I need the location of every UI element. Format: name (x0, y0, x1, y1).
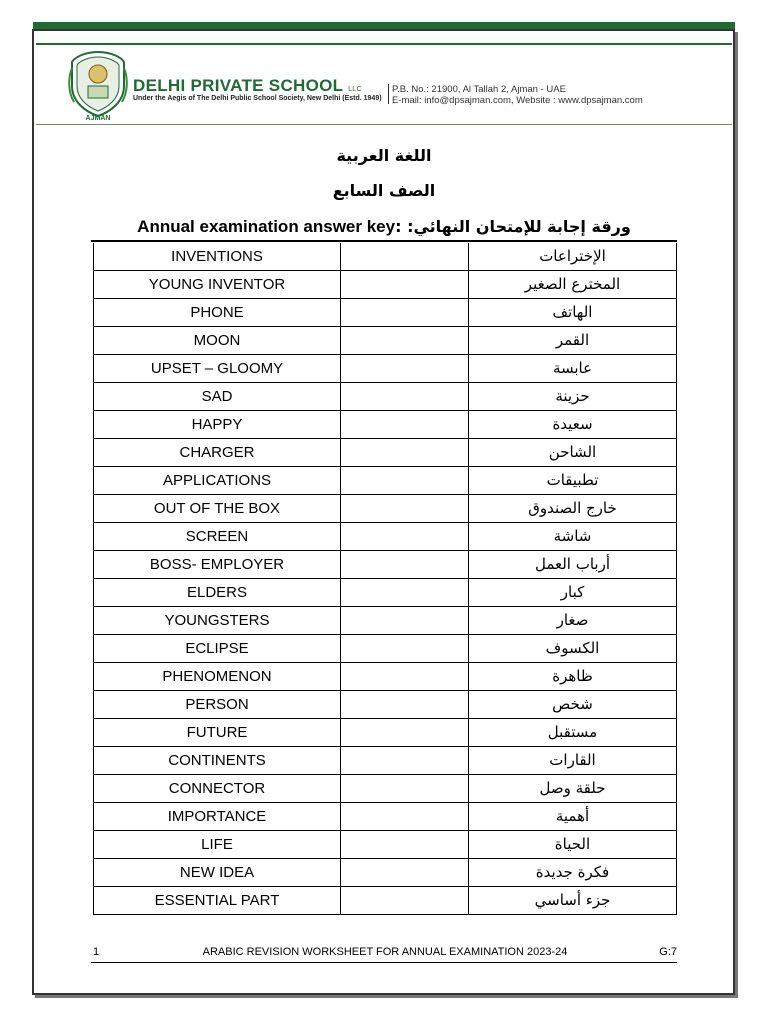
logo-caption: AJMAN (85, 115, 111, 122)
school-name: DELHI PRIVATE SCHOOL LLC (133, 76, 362, 95)
arabic-term: الحياة (469, 831, 677, 859)
blank-cell (341, 691, 469, 719)
english-term: UPSET – GLOOMY (94, 355, 341, 383)
table-row (94, 691, 677, 719)
arabic-term: خارج الصندوق (469, 495, 677, 523)
english-term: PHENOMENON (94, 663, 341, 691)
table-row (94, 803, 677, 831)
answer-key-english: Annual examination answer key (137, 217, 396, 236)
blank-cell (341, 859, 469, 887)
border-shadow-right (735, 32, 738, 998)
arabic-term: عابسة (469, 355, 677, 383)
english-term: ELDERS (94, 579, 341, 607)
table-row (94, 327, 677, 355)
english-term: PERSON (94, 691, 341, 719)
table-row (94, 383, 677, 411)
school-crest-logo (66, 48, 130, 122)
english-term: LIFE (94, 831, 341, 859)
blank-cell (341, 719, 469, 747)
blank-cell (341, 831, 469, 859)
address: P.B. No.: 21900, Al Tallah 2, Ajman - UAE (392, 84, 566, 95)
blank-cell (341, 663, 469, 691)
arabic-term: القارات (469, 747, 677, 775)
blank-cell (341, 467, 469, 495)
answer-key-title (0, 217, 768, 237)
table-row (94, 831, 677, 859)
header-bottom-rule (36, 124, 732, 125)
arabic-term: حلقة وصل (469, 775, 677, 803)
blank-cell (341, 523, 469, 551)
blank-cell (341, 747, 469, 775)
table-row (94, 887, 677, 915)
top-green-bar (33, 22, 735, 29)
english-term: YOUNGSTERS (94, 607, 341, 635)
english-term: FUTURE (94, 719, 341, 747)
blank-cell (341, 579, 469, 607)
blank-cell (341, 775, 469, 803)
arabic-term: الشاحن (469, 439, 677, 467)
school-subtitle: Under the Aegis of The Delhi Public School Society, New Delhi (Estd. 1949) (133, 95, 382, 102)
table-row (94, 439, 677, 467)
table-row (94, 551, 677, 579)
blank-cell (341, 411, 469, 439)
blank-cell (341, 551, 469, 579)
table-row (94, 607, 677, 635)
arabic-term: سعيدة (469, 411, 677, 439)
answer-key-colon: : (395, 217, 408, 236)
answer-key-arabic: ورقة إجابة للإمتحان النهائي: (407, 217, 631, 236)
english-term: IMPORTANCE (94, 803, 341, 831)
arabic-term: فكرة جديدة (469, 859, 677, 887)
english-term: OUT OF THE BOX (94, 495, 341, 523)
table-row (94, 271, 677, 299)
table-row (94, 495, 677, 523)
english-term: HAPPY (94, 411, 341, 439)
blank-cell (341, 299, 469, 327)
arabic-term: جزء أساسي (469, 887, 677, 915)
answer-key-table (93, 243, 677, 915)
english-term: CONTINENTS (94, 747, 341, 775)
arabic-term: الإختراعات (469, 243, 677, 271)
footer-rule (91, 962, 677, 963)
grade-title: الصف السابع (332, 181, 436, 200)
english-term: MOON (94, 327, 341, 355)
english-term: BOSS- EMPLOYER (94, 551, 341, 579)
grade-code: G:7 (659, 946, 677, 958)
table-row (94, 775, 677, 803)
arabic-term: مستقبل (469, 719, 677, 747)
english-term: NEW IDEA (94, 859, 341, 887)
blank-cell (341, 327, 469, 355)
blank-cell (341, 271, 469, 299)
table-row (94, 299, 677, 327)
english-term: SAD (94, 383, 341, 411)
table-row (94, 523, 677, 551)
blank-cell (341, 439, 469, 467)
header-top-rule (36, 43, 732, 45)
arabic-term: شاشة (469, 523, 677, 551)
blank-cell (341, 635, 469, 663)
table-row (94, 859, 677, 887)
border-shadow-bottom (35, 995, 736, 998)
header-separator (388, 84, 389, 104)
table-row (94, 747, 677, 775)
subject-title: اللغة العربية (336, 146, 432, 165)
blank-cell (341, 607, 469, 635)
page-number: 1 (93, 946, 100, 958)
arabic-term: أهمية (469, 803, 677, 831)
email-website: E-mail: info@dpsajman.com, Website : www.dpsajman.com (392, 95, 643, 106)
blank-cell (341, 495, 469, 523)
english-term: INVENTIONS (94, 243, 341, 271)
table-row (94, 467, 677, 495)
arabic-term: القمر (469, 327, 677, 355)
blank-cell (341, 803, 469, 831)
blank-cell (341, 887, 469, 915)
table-row (94, 243, 677, 271)
arabic-term: الهاتف (469, 299, 677, 327)
contact-info (392, 84, 643, 106)
english-term: CONNECTOR (94, 775, 341, 803)
arabic-term: صغار (469, 607, 677, 635)
table-row (94, 719, 677, 747)
english-term: ECLIPSE (94, 635, 341, 663)
table-row (94, 411, 677, 439)
arabic-term: كبار (469, 579, 677, 607)
english-term: SCREEN (94, 523, 341, 551)
blank-cell (341, 243, 469, 271)
blank-cell (341, 355, 469, 383)
english-term: YOUNG INVENTOR (94, 271, 341, 299)
blank-cell (341, 383, 469, 411)
arabic-term: أرباب العمل (469, 551, 677, 579)
table-row (94, 635, 677, 663)
arabic-term: المخترع الصغير (469, 271, 677, 299)
table-row (94, 663, 677, 691)
worksheet-title: ARABIC REVISION WORKSHEET FOR ANNUAL EXAMINATION 2023-24 (202, 946, 568, 958)
arabic-term: ظاهرة (469, 663, 677, 691)
arabic-term: الكسوف (469, 635, 677, 663)
arabic-term: حزينة (469, 383, 677, 411)
english-term: APPLICATIONS (94, 467, 341, 495)
english-term: CHARGER (94, 439, 341, 467)
english-term: PHONE (94, 299, 341, 327)
school-suffix: LLC (348, 86, 362, 93)
title-underline (91, 240, 677, 242)
english-term: ESSENTIAL PART (94, 887, 341, 915)
table-row (94, 355, 677, 383)
arabic-term: شخص (469, 691, 677, 719)
arabic-term: تطبيقات (469, 467, 677, 495)
table-row (94, 579, 677, 607)
